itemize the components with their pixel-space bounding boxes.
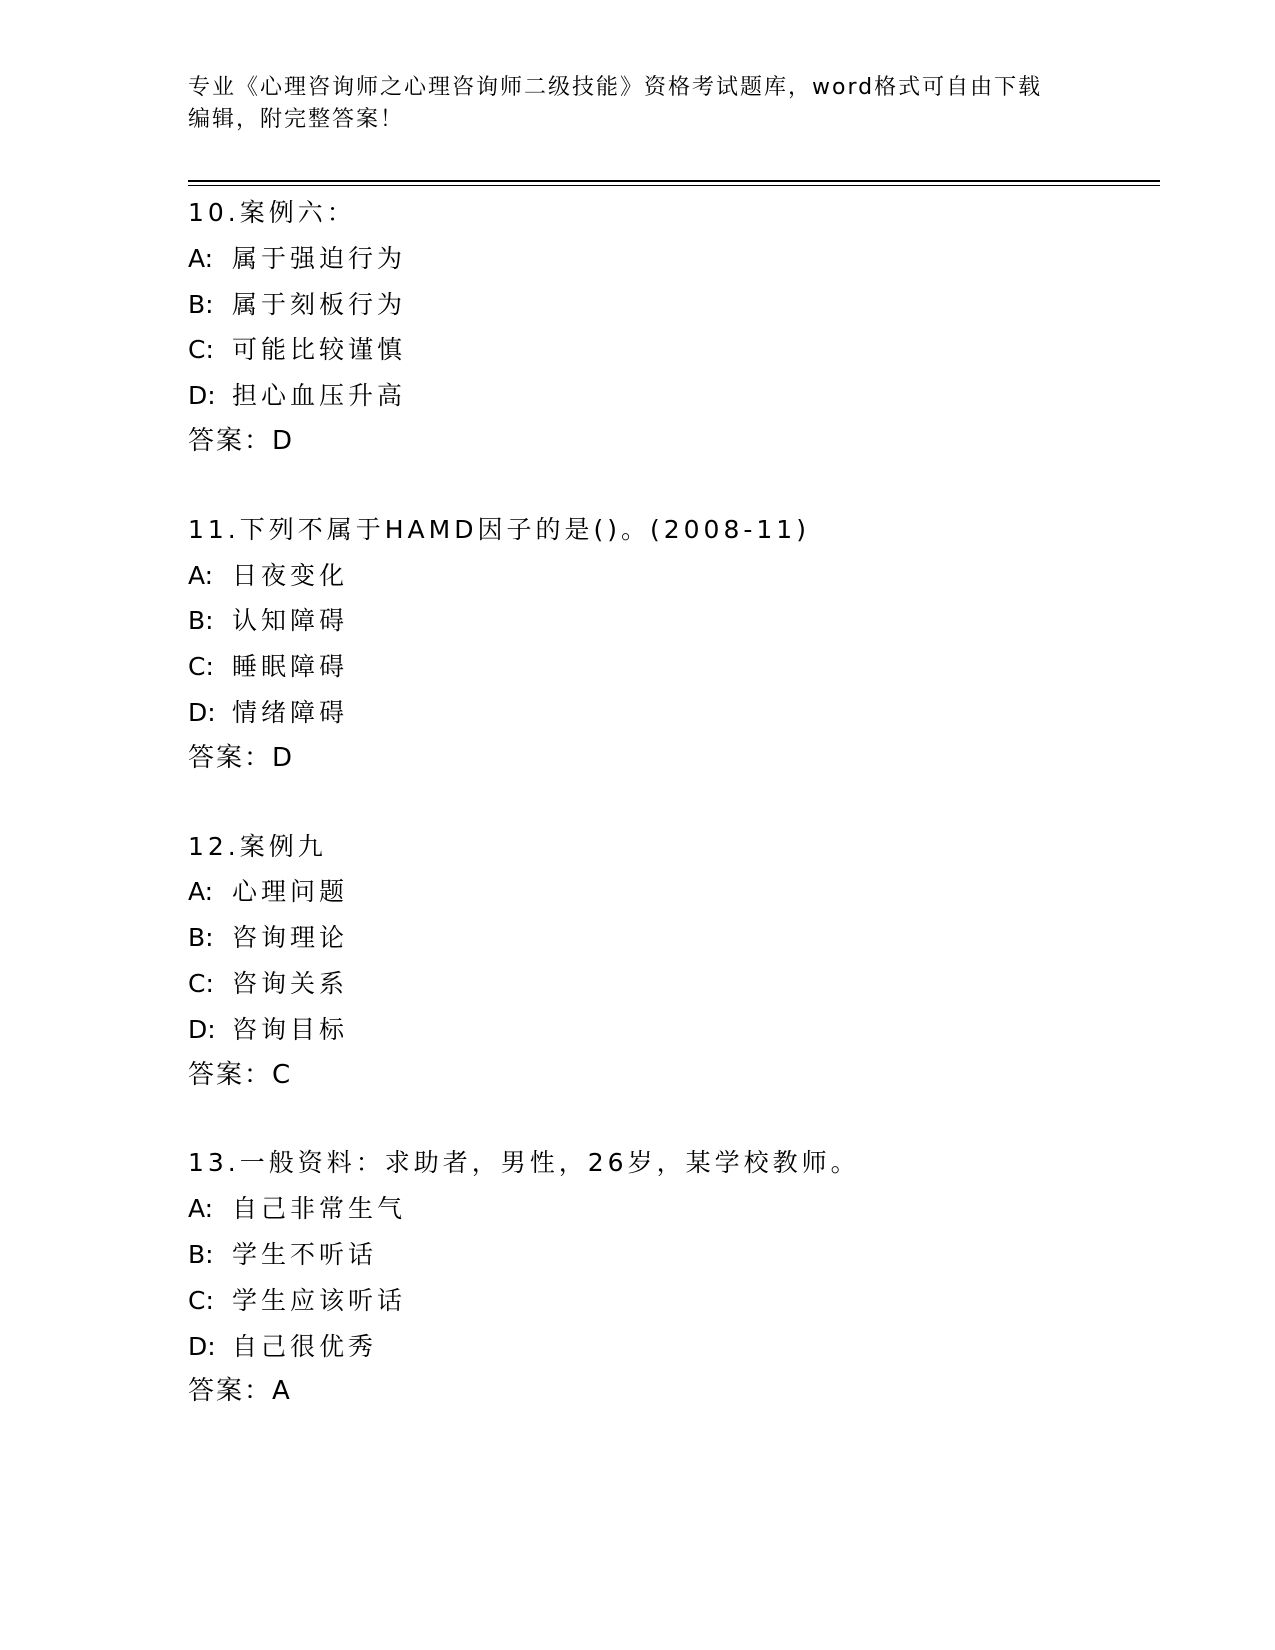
option-d <box>188 373 1148 419</box>
option-b <box>188 282 1148 328</box>
option-text: 心理问题 <box>232 877 349 907</box>
option-d <box>188 1007 1148 1053</box>
option-letter: B: <box>188 606 214 636</box>
option-text: 睡眠障碍 <box>232 652 349 682</box>
answer-line: 答案：C <box>188 1059 293 1090</box>
answer-line: 答案：A <box>188 1376 292 1407</box>
option-text: 咨询目标 <box>232 1014 349 1044</box>
answer-line: 答案：D <box>188 742 295 773</box>
option-letter: C: <box>188 968 214 998</box>
answer-line: 答案：D <box>188 425 295 456</box>
option-text: 情绪障碍 <box>232 697 349 727</box>
option-letter: A: <box>188 877 214 907</box>
option-a <box>188 869 1148 915</box>
question-10 <box>188 190 1148 465</box>
option-c <box>188 327 1148 373</box>
option-c <box>188 1278 1148 1324</box>
option-letter: B: <box>188 923 214 953</box>
option-text: 可能比较谨慎 <box>232 335 407 365</box>
question-stem: 12.案例九 <box>188 831 327 861</box>
option-a <box>188 1186 1148 1232</box>
option-letter: C: <box>188 652 214 682</box>
question-13 <box>188 1140 1148 1415</box>
header-line-1: 专业《心理咨询师之心理咨询师二级技能》资格考试题库，word格式可自由下载 <box>188 75 1043 100</box>
option-b <box>188 598 1148 644</box>
question-stem: 11.下列不属于HAMD因子的是()。(2008-11) <box>188 514 810 544</box>
option-text: 属于强迫行为 <box>232 243 407 273</box>
option-letter: A: <box>188 243 214 273</box>
option-text: 咨询理论 <box>232 923 349 953</box>
option-letter: B: <box>188 289 214 319</box>
option-letter: A: <box>188 1194 214 1224</box>
option-text: 自己很优秀 <box>232 1331 378 1361</box>
option-text: 学生应该听话 <box>232 1285 407 1315</box>
option-letter: D: <box>188 1014 216 1044</box>
option-letter: A: <box>188 560 214 590</box>
document-header <box>188 72 1088 136</box>
option-letter: D: <box>188 1331 216 1361</box>
question-11 <box>188 507 1148 782</box>
option-letter: D: <box>188 697 216 727</box>
question-12 <box>188 824 1148 1099</box>
option-a <box>188 553 1148 599</box>
option-letter: B: <box>188 1239 214 1269</box>
header-divider <box>188 180 1160 186</box>
option-c <box>188 961 1148 1007</box>
question-stem: 13.一般资料：求助者，男性，26岁，某学校教师。 <box>188 1148 860 1178</box>
option-a <box>188 236 1148 282</box>
option-text: 认知障碍 <box>232 606 349 636</box>
option-b <box>188 1232 1148 1278</box>
option-text: 属于刻板行为 <box>232 289 407 319</box>
option-d <box>188 690 1148 736</box>
option-text: 学生不听话 <box>232 1239 378 1269</box>
question-list <box>188 190 1148 1457</box>
option-b <box>188 915 1148 961</box>
header-line-2: 编辑，附完整答案！ <box>188 107 405 132</box>
option-letter: C: <box>188 335 214 365</box>
option-text: 日夜变化 <box>232 560 349 590</box>
option-d <box>188 1324 1148 1370</box>
question-stem: 10.案例六： <box>188 198 356 227</box>
option-letter: C: <box>188 1285 214 1315</box>
option-c <box>188 644 1148 690</box>
option-text: 担心血压升高 <box>232 381 407 411</box>
option-text: 咨询关系 <box>232 968 349 998</box>
option-letter: D: <box>188 381 216 411</box>
option-text: 自己非常生气 <box>232 1194 407 1224</box>
